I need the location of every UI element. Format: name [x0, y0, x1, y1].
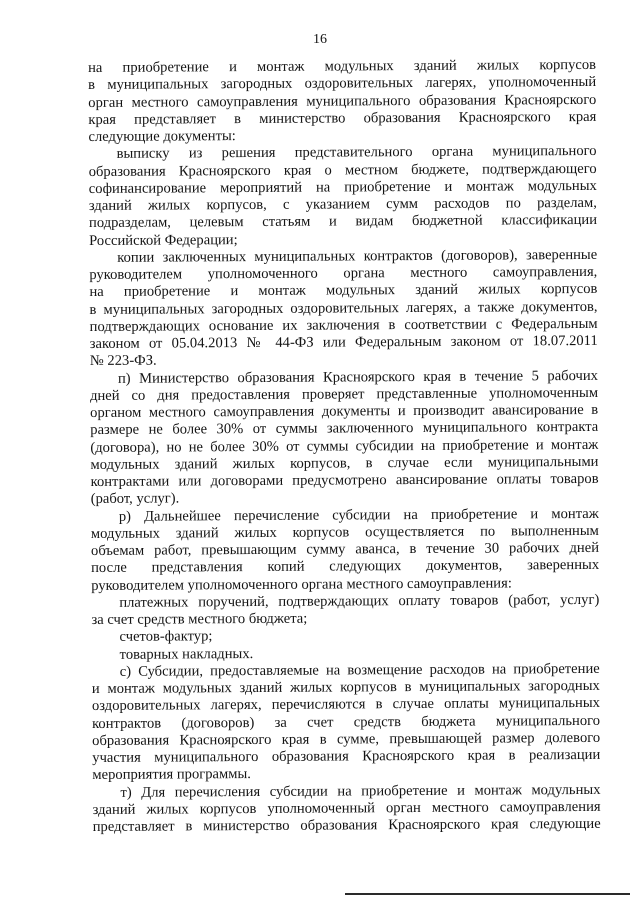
text-line: размере не более 30% от суммы заключенного муниципального контракта	[90, 419, 599, 439]
text-line: объемам работ, превышающим сумму аванса, в течение 30 рабочих дней	[90, 539, 600, 559]
text-line: следующие документы:	[88, 128, 236, 145]
page-number: 16	[313, 32, 327, 47]
text-line: подтверждающих основание их заключения в соответствии с Федеральным	[89, 315, 598, 335]
text-line: края представляет в министерство образования Красноярского края	[88, 108, 597, 128]
text-line: (работ, услуг).	[90, 490, 180, 508]
text-line: за счет средств местного бюджета;	[91, 610, 308, 628]
text-line: т) Для перечисления субсидии на приобретение и монтаж модульных	[120, 781, 601, 801]
text-line: копии заключенных муниципальных контрактов (договоров), заверенные	[117, 246, 598, 266]
text-line: после представления копий следующих документов, заверенных	[91, 557, 600, 577]
text-line: представляет в министерство образования Красноярского края следующие	[92, 815, 601, 835]
text-line: участия муниципального образования Красноярского края в реализации	[92, 746, 601, 766]
text-line: софинансирование мероприятий на приобретение и монтаж модульных	[88, 177, 597, 197]
text-line: в муниципальных загородных оздоровительных лагерях, уполномоченный	[88, 74, 597, 94]
text-line: подразделам, целевым статьям и видам бюджетной классификации	[88, 212, 598, 232]
text-line: органом местного самоуправления документы и производит авансирование в	[90, 401, 599, 421]
text-line: (договора), но не более 30% от суммы субсидии на приобретение и монтаж	[90, 436, 599, 456]
text-line: на приобретение и монтаж модульных зданий жилых корпусов	[89, 281, 598, 301]
text-line: № 223-ФЗ.	[89, 352, 157, 370]
text-line: зданий жилых корпусов, с указанием сумм расходов по разделам,	[88, 194, 597, 214]
text-line: модульных зданий жилых корпусов, в случае если муниципальными	[90, 453, 599, 473]
text-line: руководителем уполномоченного органа местного самоуправления:	[91, 574, 512, 594]
text-line: руководителем уполномоченного органа местного самоуправления,	[89, 263, 598, 283]
text-line: счетов-фактур;	[119, 628, 213, 646]
text-line: образования Красноярского края о местном бюджете, подтверждающего	[88, 160, 597, 180]
text-line: и монтаж модульных зданий жилых корпусов в муниципальных загородных	[91, 677, 600, 697]
text-line: Российской Федерации;	[89, 231, 238, 249]
text-line: зданий жилых корпусов уполномоченный орган местного самоуправления	[92, 798, 601, 818]
scan-edge-line	[345, 893, 630, 895]
text-line: модульных зданий жилых корпусов осуществляется по выполненным	[90, 522, 599, 542]
text-line: образования Красноярского края в сумме, превышающей размер долевого	[92, 729, 601, 749]
text-line: орган местного самоуправления муниципального образования Красноярского	[88, 91, 597, 111]
text-line: п) Министерство образования Красноярского края в течение 5 рабочих	[117, 367, 598, 387]
text-line: контрактами или договорами предусмотрено авансирование оплаты товаров	[90, 470, 599, 490]
text-line: платежных поручений, подтверждающих оплату товаров (работ, услуг)	[119, 591, 600, 611]
text-line: выписку из решения представительного органа муниципального	[116, 143, 597, 163]
text-line: законом от 05.04.2013 № 44-ФЗ или Федеральным законом от 18.07.2011	[89, 332, 598, 352]
text-line: на приобретение и монтаж модульных зданий жилых корпусов	[88, 56, 597, 76]
document-text	[88, 57, 601, 836]
text-line: товарных накладных.	[119, 645, 254, 663]
text-line: дней со дня предоставления проверяет представленные уполномоченным	[90, 384, 599, 404]
text-line: контрактов (договоров) за счет средств бюджета муниципального	[92, 712, 601, 732]
text-line: с) Субсидии, предоставляемые на возмещение расходов на приобретение	[119, 660, 600, 680]
text-line: в муниципальных загородных оздоровительных лагерях, а также документов,	[89, 298, 598, 318]
text-line: р) Дальнейшее перечисление субсидии на приобретение и монтаж	[118, 505, 599, 525]
text-line: мероприятия программы.	[92, 766, 251, 784]
text-line: оздоровительных лагерях, перечисляются в случае оплаты муниципальных	[91, 695, 600, 715]
